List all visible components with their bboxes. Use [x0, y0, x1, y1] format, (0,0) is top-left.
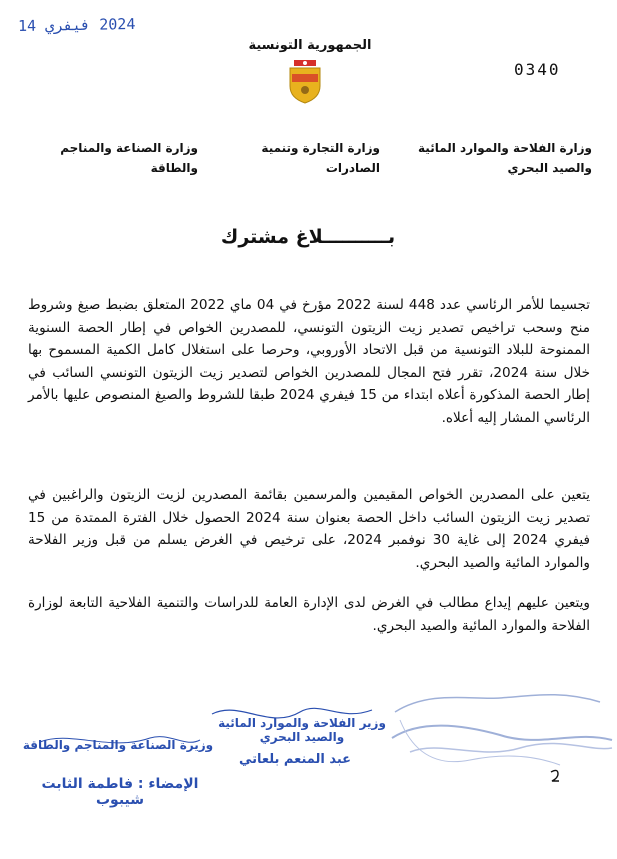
page-mark-icon: [548, 768, 562, 784]
ministry-agriculture-line2: والصيد البحري: [507, 161, 592, 175]
signature-agriculture-title: [214, 716, 390, 744]
signature-industry-title: وزيرة الصناعة والمناجم والطاقة: [22, 738, 214, 752]
ministry-agriculture-line1: وزارة الفلاحة والموارد المائية: [418, 141, 592, 155]
ministry-trade: وزارة التجارة وتنمية الصادرات: [261, 141, 380, 175]
signature-industry-name: الإمضاء : فاطمة الثابت شيبوب: [41, 776, 199, 808]
republic-heading: الجمهورية التونسية: [248, 38, 372, 53]
signature-agriculture-title-2: والصيد البحري: [259, 730, 345, 744]
document-title: بــــــــــلاغ مشترك: [220, 226, 396, 248]
signature-agriculture-name: عبد المنعم بلعاتي: [238, 752, 352, 767]
date-stamp: 2024 فيفري 14: [17, 14, 136, 36]
paragraph-2-text: يتعين على المصدرين الخواص المقيمين والمرسمين بقائمة المصدرين لزيت الزيتون والراغبين في تصدير زيت الزيتون السائب داخل الحصة بعنوان سنة 2024 الحصول خلال الفترة الممتدة من 15 فيفري 2024 إلى غاية 30 نوفمبر 2024، على ترخيص في الغرض يسلم من قبل وزير الفلاحة والموارد المائية والصيد البحري.: [28, 487, 590, 571]
paragraph-1-text: تجسيما للأمر الرئاسي عدد 448 لسنة 2022 مؤرخ في 04 ماي 2022 المتعلق بضبط صيغ وشروط منح وسحب تراخيص تصدير زيت الزيتون التونسي، للمصدرين الخواص في إطار الحصة السنوية الممنوحة للبلاد التونسية من قبل الاتحاد الأوروبي، وحرصا على استغلال كامل الكمية المسموح بها خلال سنة 2024، تقرر فتح المجال للمصدرين الخواص لتصدير زيت الزيتون التونسي السائب في إطار الحصة المذكورة أعلاه ابتداء من 15 فيفري 2024 طبقا للشروط والصيغ المنصوص عليها بالأمر الرئاسي المشار إليه أعلاه.: [28, 297, 591, 426]
ministry-industry: وزارة الصناعة والمناجم والطاقة: [60, 141, 198, 175]
signature-agriculture-title-1: وزير الفلاحة والموارد المائية: [218, 716, 386, 730]
reference-number: 0340: [514, 60, 561, 79]
paragraph-3-text: ويتعين عليهم إيداع مطالب في الغرض لدى الإدارة العامة للدراسات والتنمية الفلاحية التابعة لوزارة الفلاحة والموارد المائية والصيد البحري.: [28, 595, 590, 634]
